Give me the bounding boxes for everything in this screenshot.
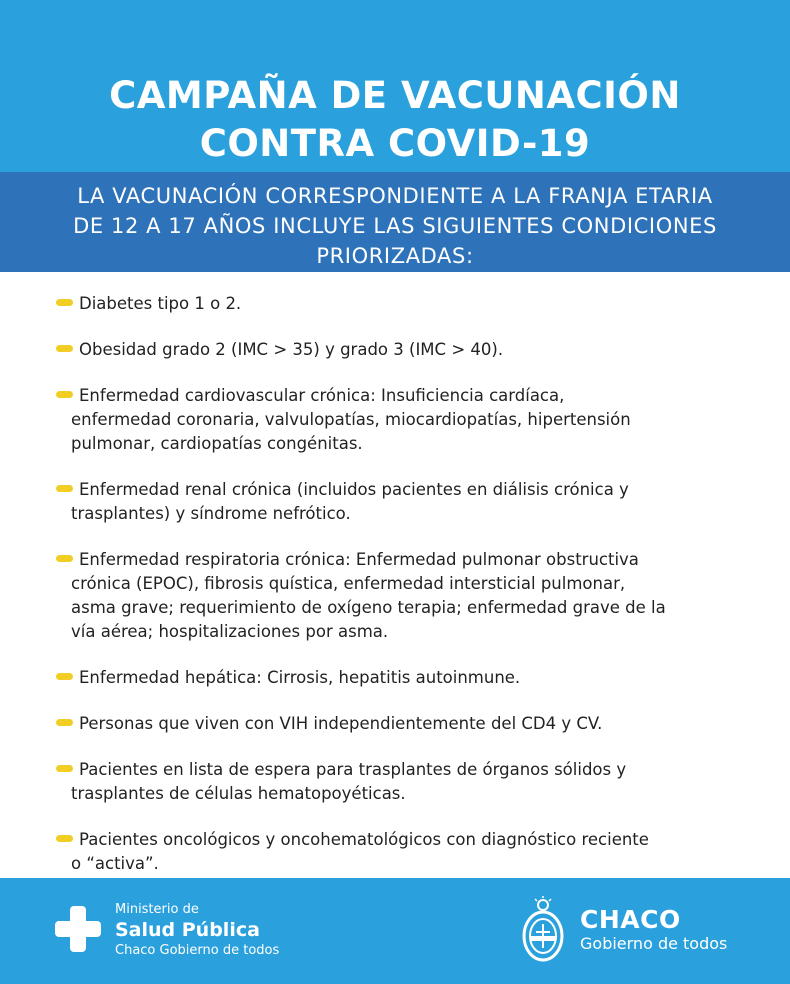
condition-text: enfermedad coronaria, valvulopatías, miocardiopatías, hipertensión [71,410,631,429]
condition-text: Enfermedad respiratoria crónica: Enfermedad pulmonar obstructiva [79,550,639,569]
condition-text: vía aérea; hospitalizaciones por asma. [71,622,389,641]
condition-item [56,828,736,876]
condition-text: trasplantes) y síndrome nefrótico. [71,504,351,523]
bullet-icon [56,835,73,842]
province-name: CHACO [580,905,681,934]
ministry-tagline: Chaco Gobierno de todos [115,943,280,958]
condition-text: Enfermedad renal crónica (incluidos pacientes en diálisis crónica y [79,480,629,499]
conditions-list [56,292,736,898]
condition-item [56,758,736,806]
condition-item [56,712,736,736]
condition-text: asma grave; requerimiento de oxígeno terapia; enfermedad grave de la [71,598,666,617]
plus-icon [55,906,101,952]
condition-item [56,548,736,644]
title-line-1: CAMPAÑA DE VACUNACIÓN [109,74,681,117]
bullet-icon [56,485,73,492]
ministry-logo [115,902,279,960]
bullet-icon [56,299,73,306]
condition-item [56,478,736,526]
condition-item [56,384,736,456]
bullet-icon [56,391,73,398]
bullet-icon [56,719,73,726]
condition-item [56,666,736,690]
province-tagline: Gobierno de todos [580,934,728,953]
condition-text: Obesidad grado 2 (IMC > 35) y grado 3 (IMC > 40). [79,340,504,359]
bullet-icon [56,345,73,352]
condition-text: Diabetes tipo 1 o 2. [79,294,242,313]
condition-text: o “activa”. [71,854,159,873]
chaco-logo [580,906,727,954]
subtitle-line-2: DE 12 A 17 AÑOS INCLUYE LAS SIGUIENTES CONDICIONES [73,214,717,238]
condition-text: Pacientes en lista de espera para trasplantes de órganos sólidos y [79,760,627,779]
condition-text: pulmonar, cardiopatías congénitas. [71,434,363,453]
subtitle-line-3: PRIORIZADAS: [316,244,474,268]
bullet-icon [56,555,73,562]
condition-item [56,338,736,362]
condition-text: Enfermedad hepática: Cirrosis, hepatitis autoinmune. [79,668,521,687]
condition-text: Personas que viven con VIH independientemente del CD4 y CV. [79,714,603,733]
condition-item [56,292,736,316]
condition-text: Pacientes oncológicos y oncohematológicos con diagnóstico reciente [79,830,649,849]
title-line-2: CONTRA COVID-19 [199,122,591,165]
ministry-name: Salud Pública [115,919,260,941]
bullet-icon [56,765,73,772]
condition-text: trasplantes de células hematopoyéticas. [71,784,406,803]
chaco-seal-icon [518,896,568,968]
condition-text: crónica (EPOC), fibrosis quística, enfermedad intersticial pulmonar, [71,574,626,593]
ministry-small-label: Ministerio de [115,902,199,917]
bullet-icon [56,673,73,680]
campaign-title [0,72,790,168]
subtitle [20,181,770,271]
condition-text: Enfermedad cardiovascular crónica: Insuficiencia cardíaca, [79,386,565,405]
subtitle-line-1: LA VACUNACIÓN CORRESPONDIENTE A LA FRANJA ETARIA [77,184,713,208]
